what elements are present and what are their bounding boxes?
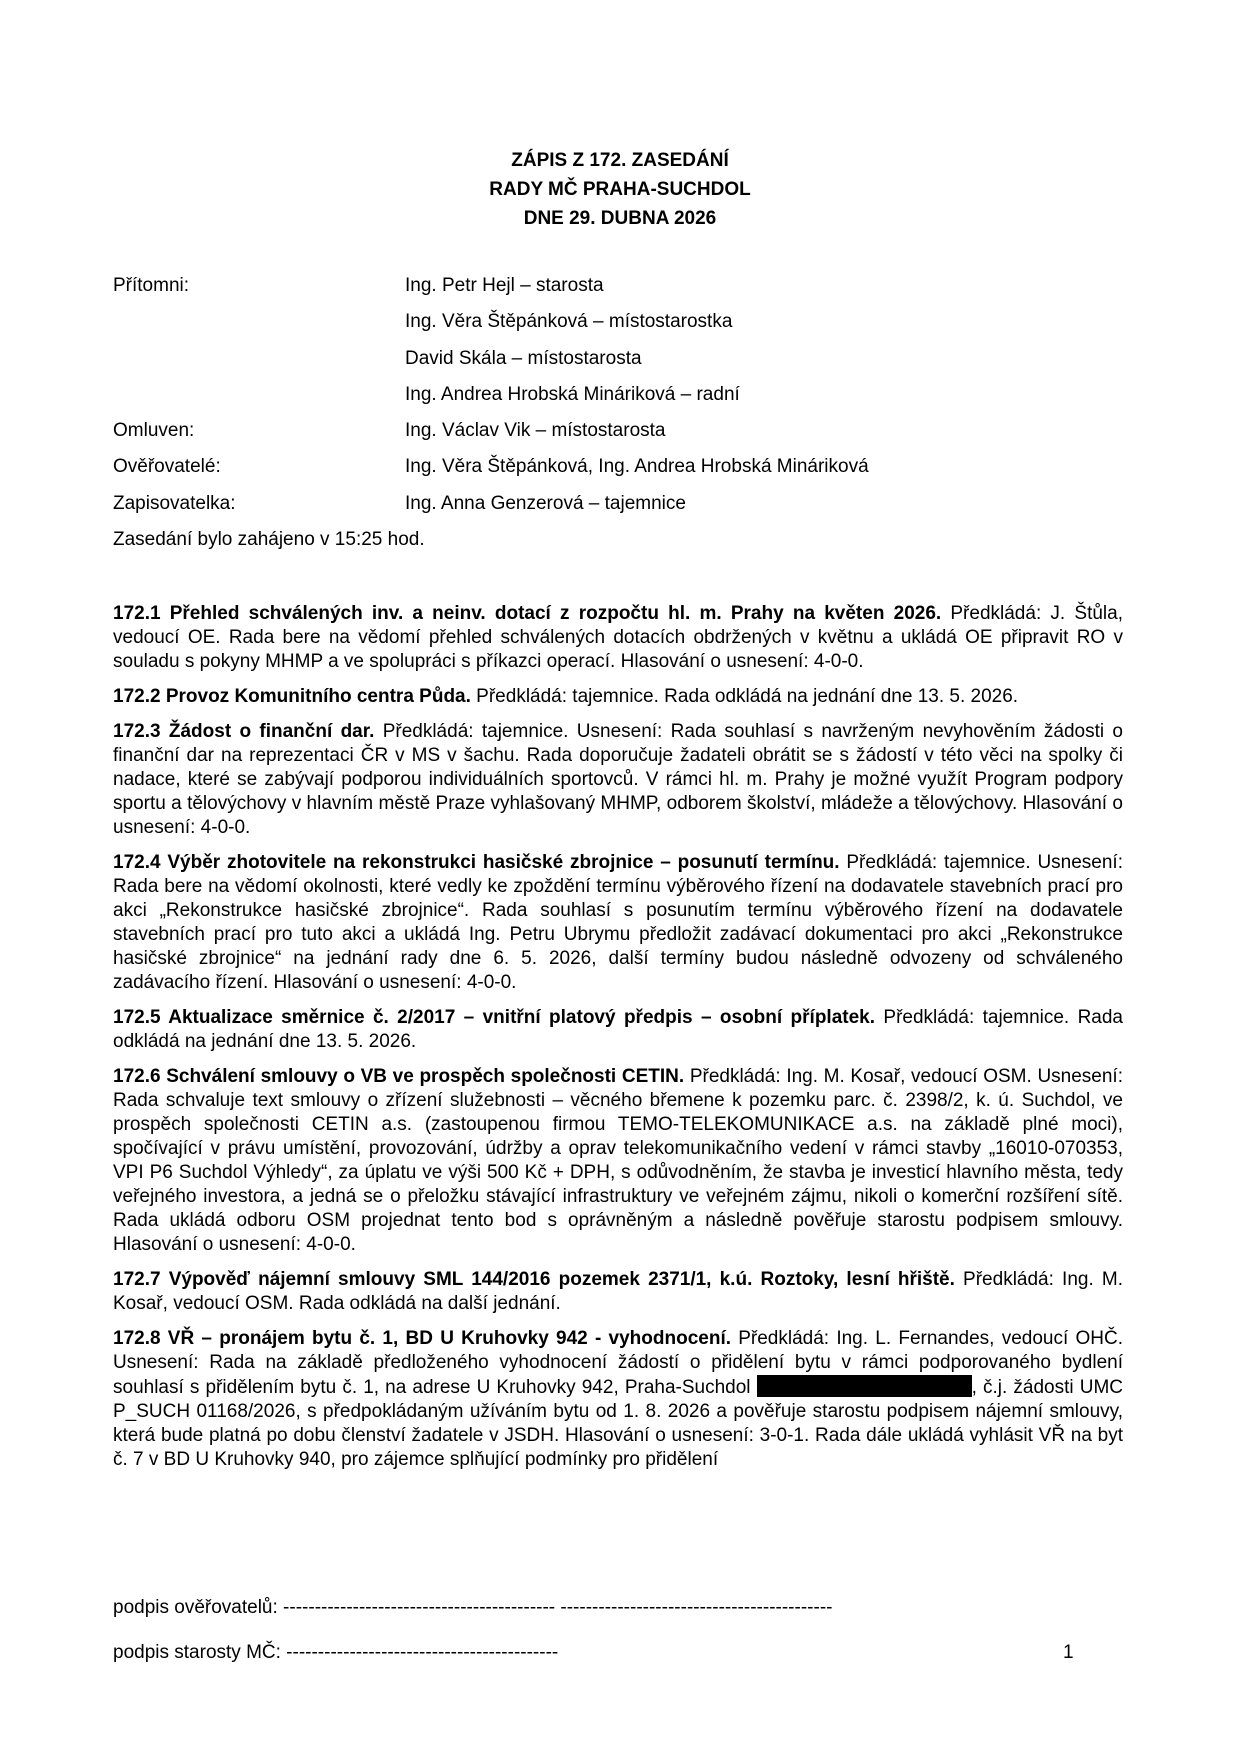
attendance-row [113, 274, 1133, 310]
item-text: Předkládá: tajemnice. Rada odkládá na jednání dne 13. 5. 2026. [113, 1007, 1123, 1052]
agenda-item [113, 685, 1123, 709]
meeting-start: Zasedání bylo zahájeno v 15:25 hod. [113, 529, 425, 550]
verifiers-signature-line: podpis ověřovatelů: ------------------------------------------- ------------------------------------------- [113, 1597, 833, 1618]
item-text: Předkládá: J. Štůla, vedoucí OE. Rada bere na vědomí přehled schválených dotacích obdržených v květnu a ukládá OE připravit RO v souladu s pokyny MHMP a ve spolupráci s příkazci operací. Hlasování o usnesení: 4-0-0. [113, 603, 1123, 672]
recorder-label: Zapisovatelka: [113, 492, 236, 514]
excused-label: Omluven: [113, 420, 195, 442]
item-text: , č.j. žádosti UMC P_SUCH 01168/2026, s předpokládaným užíváním bytu od 1. 8. 2026 a pověřuje starostu podpisem nájemní smlouvy, která bude platná po dobu členství žadatele v JSDH. Hlasování o usnesení: 3-0-1. Rada dále ukládá vyhlásit VŘ na byt č. 7 v BD U Kruhovky 940, pro zájemce splňující podmínky pro přidělení [113, 1377, 1123, 1470]
item-title: 172.5 Aktualizace směrnice č. 2/2017 – vnitřní platový předpis – osobní příplatek. [113, 1007, 876, 1028]
agenda-item [113, 851, 1123, 995]
mayor-signature-line: podpis starosty MČ: ------------------------------------------- [113, 1642, 559, 1663]
agenda-item [113, 1268, 1123, 1316]
item-text: Předkládá: Ing. L. Fernandes, vedoucí OHČ. Usnesení: Rada na základě předloženého vyhodnocení žádostí o přidělení bytu v rámci podporovaného bydlení souhlasí s přidělením bytu č. 1, na adrese U Kruhovky 942, Praha-Suchdol [113, 1328, 1123, 1398]
item-title: 172.7 Výpověď nájemní smlouvy SML 144/2016 pozemek 2371/1, k.ú. Roztoky, lesní hřiště. [113, 1269, 955, 1290]
attendance-row [113, 419, 1133, 455]
attendance-row [113, 347, 1133, 383]
title-line-1: ZÁPIS Z 172. ZASEDÁNÍ [511, 150, 729, 171]
verifiers-label: Ověřovatelé: [113, 456, 221, 478]
page-number: 1 [1063, 1642, 1074, 1663]
verifiers-value: Ing. Věra Štěpánková, Ing. Andrea Hrobská Mináriková [405, 456, 869, 478]
agenda-item [113, 1006, 1123, 1054]
document-title [0, 146, 1240, 233]
present-member: Ing. Věra Štěpánková – místostarostka [405, 311, 733, 333]
attendance-row [113, 492, 1133, 528]
item-text: Předkládá: tajemnice. Rada odkládá na jednání dne 13. 5. 2026. [470, 686, 1019, 707]
item-text: Předkládá: tajemnice. Usnesení: Rada souhlasí s navrženým nevyhověním žádosti o finanční dar na reprezentaci ČR v MS v šachu. Rada doporučuje žadateli obrátit se s žádostí v této věci na spolky či nadace, které se zabývají podporou individuálních sportovců. V rámci hl. m. Prahy je možné využít Program podpory sportu a tělovýchovy v hlavním městě Praze vyhlašovaný MHMP, odborem školství, mládeže a tělovýchovy. Hlasování o usnesení: 4-0-0. [113, 721, 1123, 838]
item-title: 172.6 Schválení smlouvy o VB ve prospěch společnosti CETIN. [113, 1066, 685, 1087]
title-line-3: DNE 29. DUBNA 2026 [523, 208, 717, 229]
item-title: 172.4 Výběr zhotovitele na rekonstrukci hasičské zbrojnice – posunutí termínu. [113, 852, 840, 873]
recorder-value: Ing. Anna Genzerová – tajemnice [405, 492, 686, 514]
present-label: Přítomni: [113, 275, 190, 296]
item-title: 172.2 Provoz Komunitního centra Půda. [113, 686, 471, 707]
agenda-item [113, 1065, 1123, 1257]
item-text: Předkládá: Ing. M. Kosař, vedoucí OSM. Rada odkládá na další jednání. [113, 1269, 1124, 1314]
agenda-item [113, 602, 1123, 674]
item-title: 172.3 Žádost o finanční dar. [113, 721, 375, 742]
item-text: Předkládá: Ing. M. Kosař, vedoucí OSM. Usnesení: Rada schvaluje text smlouvy o zřízení služebnosti – věcného břemene k pozemku parc. č. 2398/2, k. ú. Suchdol, ve prospěch společnosti CETIN a.s. (zastoupenou firmou TEMO-TELEKOMUNIKACE a.s. na základě plné moci), spočívající v právu umístění, provozování, údržby a oprav telekomunikačního vedení v rámci stavby „16010-070353, VPI P6 Suchdol Výhledy“, za úplatu ve výši 500 Kč + DPH, s odůvodněním, že stavba je investicí hlavního města, tedy veřejného investora, a jedná se o přeložku stávající infrastruktury ve veřejném zájmu, nikoli o komerční rozšíření sítě. Rada ukládá odboru OSM projednat tento bod s oprávněným a následně pověřuje starostu podpisem smlouvy. Hlasování o usnesení: 4-0-0. [113, 1066, 1123, 1255]
present-member: David Skála – místostarosta [405, 347, 642, 369]
redaction-box [757, 1375, 972, 1397]
item-title: 172.1 Přehled schválených inv. a neinv. dotací z rozpočtu hl. m. Prahy na květen 2026. [113, 603, 942, 624]
agenda-item [113, 1327, 1123, 1472]
present-member: Ing. Andrea Hrobská Mináriková – radní [405, 383, 740, 405]
present-member: Ing. Petr Hejl – starosta [405, 275, 604, 296]
excused-member: Ing. Václav Vik – místostarosta [405, 420, 666, 442]
attendance-block [113, 274, 1133, 528]
attendance-row [113, 455, 1133, 491]
agenda-items [113, 602, 1123, 1483]
attendance-row [113, 383, 1133, 419]
agenda-item [113, 720, 1123, 840]
title-line-2: RADY MČ PRAHA-SUCHDOL [489, 179, 751, 200]
item-text: Předkládá: tajemnice. Usnesení: Rada bere na vědomí okolnosti, které vedly ke zpoždění termínu výběrového řízení na dodavatele stavebních prací pro akci „Rekonstrukce hasičské zbrojnice“. Rada souhlasí s posunutím termínu výběrového řízení na dodavatele stavebních prací pro tuto akci a ukládá Ing. Petru Ubrymu předložit zadávací dokumentaci pro akci „Rekonstrukce hasičské zbrojnice“ na jednání rady dne 6. 5. 2026, další termíny budou následně odvozeny od schváleného zadávacího řízení. Hlasování o usnesení: 4-0-0. [113, 852, 1123, 993]
attendance-row [113, 310, 1133, 346]
item-title: 172.8 VŘ – pronájem bytu č. 1, BD U Kruhovky 942 - vyhodnocení. [113, 1328, 731, 1349]
